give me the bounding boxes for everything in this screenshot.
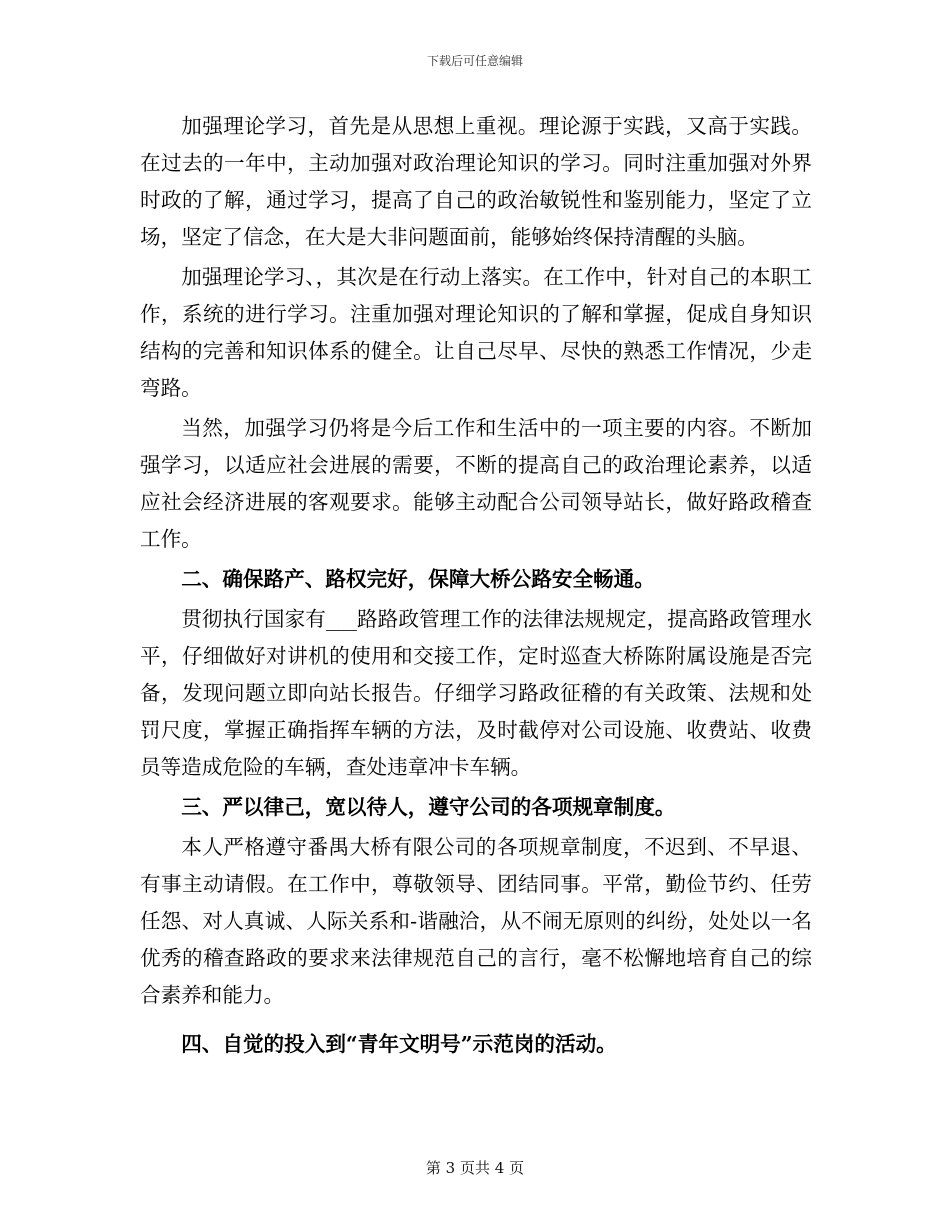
page-number: 第 3 页共 4 页 (425, 1159, 525, 1177)
document-body (140, 108, 812, 1063)
paragraph-road-administration: 贯彻执行国家有___路路政管理工作的法律法规规定，提高路政管理水平，仔细做好对讲机的使用和交接工作，定时巡查大桥陈附属设施是否完备，发现问题立即向站长报告。仔细学习路政征稽的有关政策、法规和处罚尺度，掌握正确指挥车辆的方法，及时截停对公司设施、收费站、收费员等造成危险的车辆，查处违章冲卡车辆。 (140, 607, 812, 779)
paragraph-theory-study-second: 加强理论学习、，其次是在行动上落实。在工作中，针对自己的本职工作，系统的进行学习。注重加强对理论知识的了解和掌握，促成自身知识结构的完善和知识体系的健全。让自己尽早、尽快的熟悉工作情况，少走弯路。 (140, 265, 812, 400)
section-heading-three: 三、严以律己，宽以待人，遵守公司的各项规章制度。 (181, 795, 676, 819)
paragraph-company-rules: 本人严格遵守番禺大桥有限公司的各项规章制度，不迟到、不早退、有事主动请假。在工作中，尊敬领导、团结同事。平常，勤俭节约、任劳任怨、对人真诚、人际关系和-谐融洽，从不闹无原则的纠纷，处处以一名优秀的稽查路政的要求来法律规范自己的言行，毫不松懈地培育自己的综合素养和能力。 (140, 835, 812, 1007)
section-heading-four: 四、自觉的投入到“青年文明号”示范岗的活动。 (181, 1032, 617, 1056)
paragraph-continued-learning: 当然，加强学习仍将是今后工作和生活中的一项主要的内容。不断加强学习，以适应社会进展的需要，不断的提高自己的政治理论素养，以适应社会经济进展的客观要求。能够主动配合公司领导站长，做好路政稽查工作。 (140, 416, 812, 551)
page-header: 下载后可任意编辑 (426, 54, 523, 68)
section-heading-two: 二、确保路产、路权完好，保障大桥公路安全畅通。 (181, 567, 655, 591)
paragraph-theory-study-first: 加强理论学习，首先是从思想上重视。理论源于实践，又高于实践。在过去的一年中，主动加强对政治理论知识的学习。同时注重加强对外界时政的了解，通过学习，提高了自己的政治敏锐性和鉴别能力，坚定了立场，坚定了信念，在大是大非问题面前，能够始终保持清醒的头脑。 (140, 114, 812, 249)
